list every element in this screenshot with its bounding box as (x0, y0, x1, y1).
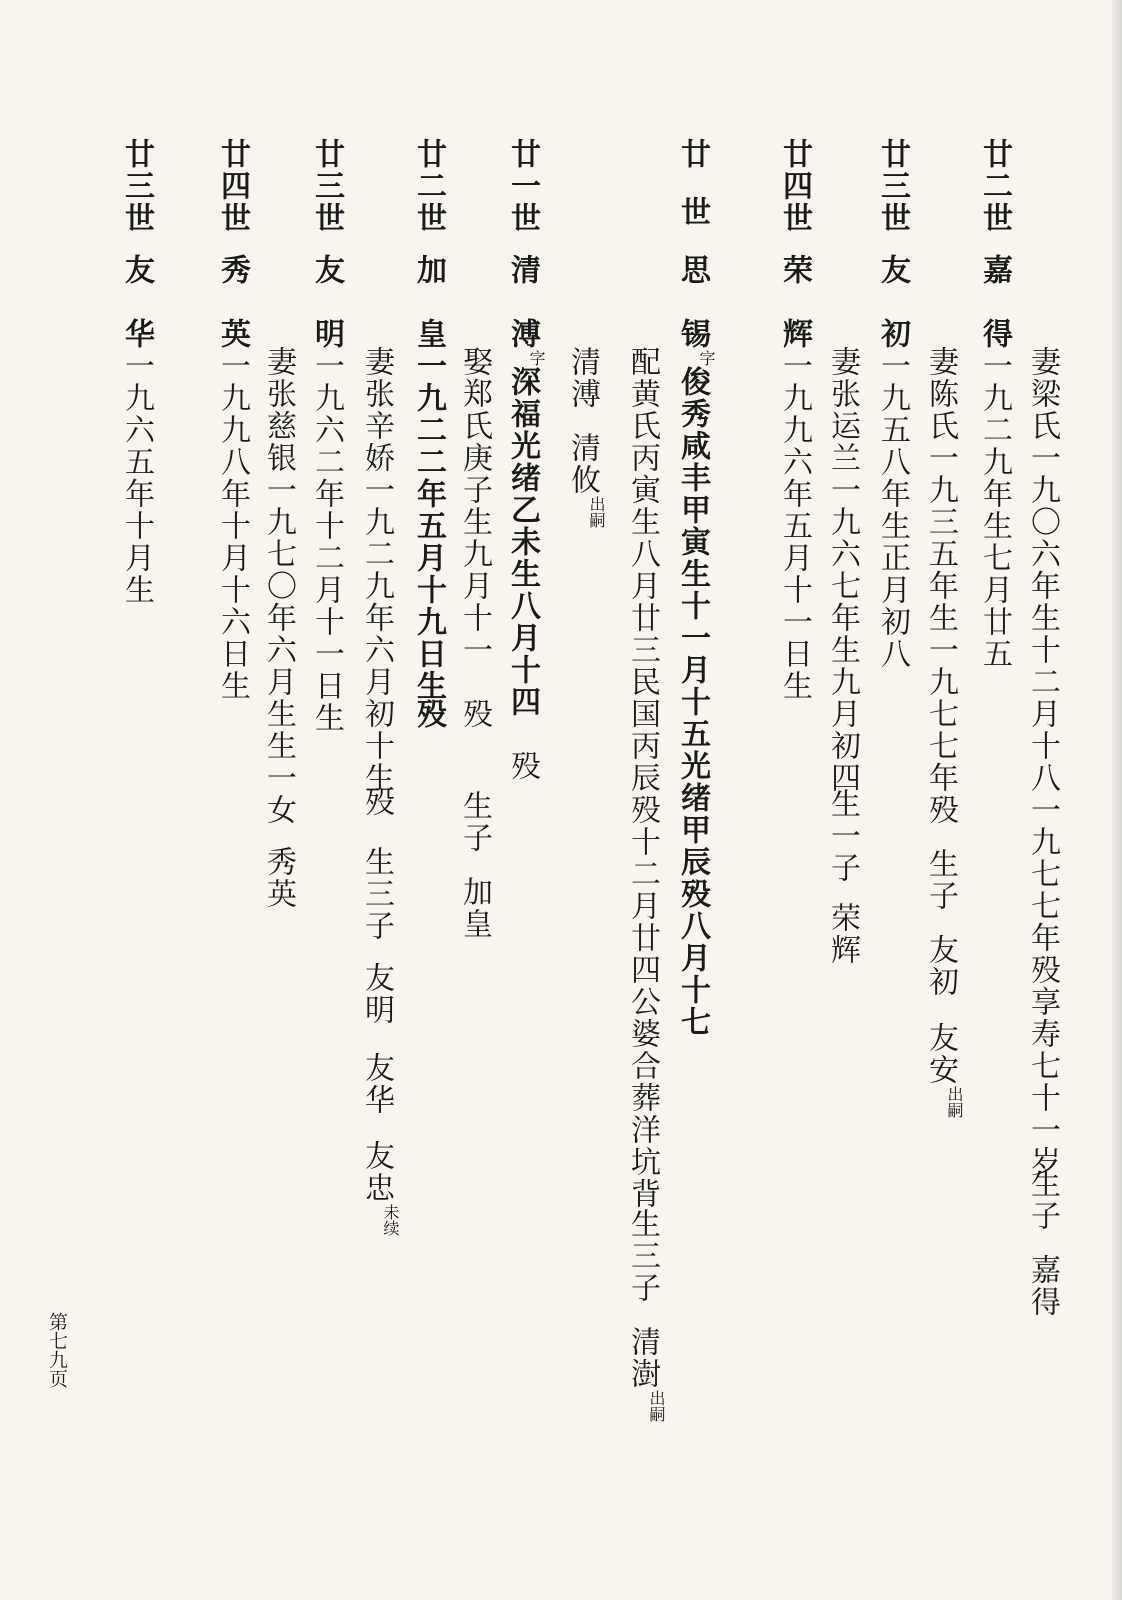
children-label: 生三子 (359, 846, 394, 942)
name-char: 友 (309, 254, 344, 286)
adopted-out-note: 出嗣 (647, 1390, 666, 1422)
children-label: 生子 (1025, 1168, 1060, 1232)
child-name: 秀英 (261, 846, 296, 910)
birth-text: 深福光绪乙未生八月十四 (505, 366, 540, 718)
name-char: 初 (875, 318, 910, 350)
name-and-birth (502, 318, 546, 718)
generation-label: 廿二世 (411, 138, 446, 234)
discontinued-note: 未续 (381, 1204, 400, 1236)
child-name: 嘉得 (1025, 1254, 1060, 1318)
death-mark: 殁 (505, 750, 540, 782)
spouse-line: 妻陈氏一九三五年生一九七七年殁 (923, 346, 958, 826)
name-char: 荣 (777, 254, 812, 286)
birth-text: 一九六二年十二月十一日生 (309, 350, 344, 734)
children-label: 生三子 (625, 1208, 660, 1304)
child-name (920, 1022, 964, 1118)
name-and-birth (974, 318, 1014, 670)
child-name-text: 友忠 (359, 1140, 394, 1204)
name-char: 明 (309, 318, 344, 350)
generation-label: 廿三世 (875, 138, 910, 234)
child-name-text: 友安 (923, 1022, 958, 1086)
child-name-text: 清攸 (565, 432, 600, 496)
page-edge-shadow (1112, 0, 1122, 1600)
name-char: 辉 (777, 318, 812, 350)
generation-label: 廿一世 (505, 138, 540, 234)
generation-label: 廿二世 (977, 138, 1012, 234)
spouse-line: 妻梁氏一九〇六年生十二月十八一九七七年殁享寿七十一岁 (1025, 346, 1060, 1178)
spouse-line: 配黄氏丙寅生八月廿三民国丙辰殁十二月廿四公婆合葬洋坑背 (625, 346, 660, 1210)
spouse-line: 娶郑氏庚子生九月十一 (457, 346, 492, 666)
generation-label: 廿世 (675, 138, 710, 254)
name-and-birth (306, 318, 346, 734)
child-name: 荣辉 (825, 902, 860, 966)
spouse-line: 妻张慈银一九七〇年六月生 (261, 346, 296, 730)
death-mark: 殁 (457, 698, 492, 730)
name-char: 英 (215, 318, 250, 350)
birth-text: 一九二九年生七月廿五 (977, 350, 1012, 670)
child-name-text: 清澍 (625, 1326, 660, 1390)
birth-text: 一九六五年十月生 (119, 350, 154, 606)
children-label: 生一子 (825, 788, 860, 884)
name-char: 皇 (411, 318, 446, 350)
birth-text: 一九九八年十月十六日生 (215, 350, 250, 702)
name-and-birth (774, 318, 814, 702)
name-and-birth (116, 318, 156, 606)
birth-text: 一九二二年五月十九日生 (411, 350, 446, 702)
generation-label: 廿四世 (777, 138, 812, 234)
children-label: 生一女 (261, 730, 296, 826)
name-char: 友 (875, 254, 910, 286)
death-mark: 殁 (359, 786, 394, 818)
name-and-birth (212, 318, 252, 702)
courtesy-name-mark: 字 (697, 350, 716, 366)
birth-text: 俊秀咸丰甲寅生十一月十五光绪甲辰殁八月十七 (675, 366, 710, 1038)
page-number: 第七九页 (46, 1312, 68, 1388)
name-char: 嘉 (977, 254, 1012, 286)
generation-label: 廿四世 (215, 138, 250, 234)
children-label: 生子 (923, 848, 958, 912)
child-name: 友初 (923, 934, 958, 998)
name-char: 溥 (505, 318, 540, 350)
name-char: 清 (505, 254, 540, 286)
name-char: 得 (977, 318, 1012, 350)
child-name: 友明 (359, 962, 394, 1026)
child-name: 友华 (359, 1052, 394, 1116)
child-name (356, 1140, 400, 1236)
adopted-out-note: 出嗣 (587, 496, 606, 528)
name-char: 加 (411, 254, 446, 286)
child-name (562, 432, 606, 528)
name-and-birth (872, 318, 912, 670)
generation-label: 廿三世 (119, 138, 154, 234)
generation-label: 廿三世 (309, 138, 344, 234)
courtesy-name-mark: 字 (527, 350, 546, 366)
note-line: 清溥 (565, 346, 600, 410)
child-name (622, 1326, 666, 1422)
name-char: 思 (675, 254, 710, 286)
name-char: 友 (119, 254, 154, 286)
child-name: 加皇 (457, 876, 492, 940)
spouse-line: 妻张运兰一九六七年生九月初四 (825, 346, 860, 794)
name-char: 秀 (215, 254, 250, 286)
spouse-line: 妻张辛娇一九二九年六月初十生 (359, 346, 394, 794)
birth-text: 一九五八年生正月初八 (875, 350, 910, 670)
adopted-out-note: 出嗣 (945, 1086, 964, 1118)
name-char: 锡 (675, 318, 710, 350)
name-char: 华 (119, 318, 154, 350)
name-and-birth (672, 318, 716, 1038)
birth-text: 一九九六年五月十一日生 (777, 350, 812, 702)
death-mark: 殁 (411, 698, 446, 730)
children-label: 生子 (457, 790, 492, 854)
name-and-birth (408, 318, 448, 702)
